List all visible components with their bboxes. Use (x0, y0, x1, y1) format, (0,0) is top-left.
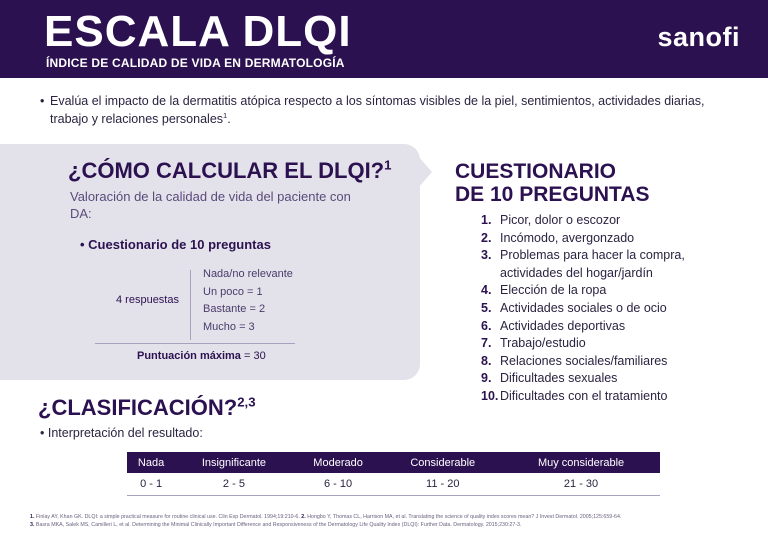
page-subtitle: ÍNDICE DE CALIDAD DE VIDA EN DERMATOLOGÍA (46, 56, 345, 70)
table-header: Moderado (293, 452, 384, 473)
calc-title (68, 158, 391, 184)
question-text: Problemas para hacer la compra, actividades del hogar/jardín (500, 248, 685, 280)
table-cell: 21 - 30 (502, 473, 660, 496)
question-text: Dificultades sexuales (500, 371, 618, 386)
question-number: 6. (481, 318, 492, 333)
max-score (137, 350, 266, 362)
questionnaire-list (481, 212, 731, 406)
classification-bullet: • Interpretación del resultado: (40, 426, 203, 440)
question-number: 9. (481, 371, 492, 386)
table-cell: 2 - 5 (175, 473, 293, 496)
questionnaire-title (455, 160, 735, 206)
calc-description: Valoración de la calidad de vida del paciente con DA: (70, 189, 351, 221)
question-number: 8. (481, 353, 492, 368)
page-title: ESCALA DLQI (44, 7, 352, 56)
question-text: Picor, dolor o escozor (500, 213, 621, 227)
table-row (127, 473, 660, 496)
question-item (481, 318, 731, 336)
question-text: Dificultades con el tratamiento (500, 388, 668, 403)
question-text: Actividades sociales o de ocio (500, 300, 667, 315)
max-score-label: Puntuación máxima (137, 350, 241, 362)
intro-ref: 1 (223, 110, 228, 120)
table-header: Nada (127, 452, 175, 473)
question-item (481, 370, 731, 388)
question-item (481, 353, 731, 371)
reference-number: 3. (30, 521, 35, 528)
calc-divider (95, 343, 295, 344)
table-header: Insignificante (175, 452, 293, 473)
question-number: 2. (481, 230, 492, 245)
classification-title-text: ¿CLASIFICACIÓN? (38, 395, 238, 420)
responses-list (203, 266, 293, 336)
intro-body: Evalúa el impacto de la dermatitis atópica respecto a los síntomas visibles de la piel, sentimientos, actividades diarias, trabajo y relaciones personales (50, 94, 705, 126)
intro-text (40, 92, 730, 128)
response-item: Mucho = 3 (203, 320, 255, 333)
calc-title-ref: 1 (384, 157, 392, 173)
question-text: Trabajo/estudio (500, 336, 586, 351)
questionnaire-title-line2: DE 10 PREGUNTAS (455, 183, 650, 206)
reference-text: Hongbo Y, Thomas CL, Harrison MA, et al. Translating the science of quality index scores mean? J Invest Dermatol. 2005;125:659-64. (307, 514, 622, 520)
reference-line (30, 522, 750, 530)
reference-line (30, 514, 750, 522)
reference-text: Basra MKA, Salek MS, Camilleri L, et al. Determining the Minimal Clinically Important Difference and Responsiveness of the Dermatology Life Quality Index (DLQI): Further Data. Dermatology. 2015;230:27-3. (35, 521, 522, 528)
reference-number: 2. (301, 514, 306, 520)
question-item (481, 335, 731, 353)
classification-table (127, 452, 660, 496)
question-number: 3. (481, 248, 492, 263)
question-item (481, 212, 731, 230)
references (30, 514, 750, 529)
table-header: Muy considerable (502, 452, 660, 473)
max-score-value: = 30 (240, 350, 266, 362)
response-item: Bastante = 2 (203, 303, 266, 315)
reference-number: 1. (30, 514, 35, 520)
question-item (481, 388, 731, 406)
questionnaire-title-line1: CUESTIONARIO (455, 160, 617, 183)
question-number: 10. (481, 388, 499, 403)
question-item (481, 282, 731, 300)
response-item: Nada/no relevante (203, 268, 293, 280)
sanofi-logo: sanofi (657, 22, 740, 52)
table-header-row (127, 452, 660, 473)
reference-text: Finlay AY, Khan GK. DLQI: a simple practical measure for routine clinical use. Clin Exp Dermatol. 1994;19:210-6. (35, 514, 300, 520)
bullet-icon: • (40, 94, 45, 108)
question-item (481, 247, 731, 282)
calc-title-text: ¿CÓMO CALCULAR EL DLQI? (68, 158, 385, 183)
responses-label: 4 respuestas (116, 294, 179, 306)
table-header: Considerable (383, 452, 502, 473)
question-text: Relaciones sociales/familiares (500, 353, 668, 368)
question-number: 4. (481, 283, 492, 298)
table-cell: 0 - 1 (127, 473, 175, 496)
question-item (481, 230, 731, 248)
intro-end: . (227, 112, 231, 126)
classification-title-ref: 2,3 (237, 394, 256, 410)
response-item: Un poco = 1 (203, 285, 263, 298)
question-number: 1. (481, 213, 492, 227)
intro-paragraph (40, 92, 730, 128)
table-cell: 11 - 20 (383, 473, 502, 496)
question-item (481, 300, 731, 318)
question-text: Incómodo, avergonzado (500, 230, 635, 245)
panel-arrow-icon (418, 156, 432, 188)
classification-title (38, 395, 256, 421)
question-text: Actividades deportivas (500, 318, 626, 333)
table-cell: 6 - 10 (293, 473, 384, 496)
question-number: 5. (481, 300, 492, 315)
calc-bullet: • Cuestionario de 10 preguntas (80, 237, 271, 252)
header-banner (0, 0, 768, 78)
responses-bracket (190, 270, 191, 340)
question-number: 7. (481, 336, 492, 351)
question-text: Elección de la ropa (500, 283, 607, 298)
